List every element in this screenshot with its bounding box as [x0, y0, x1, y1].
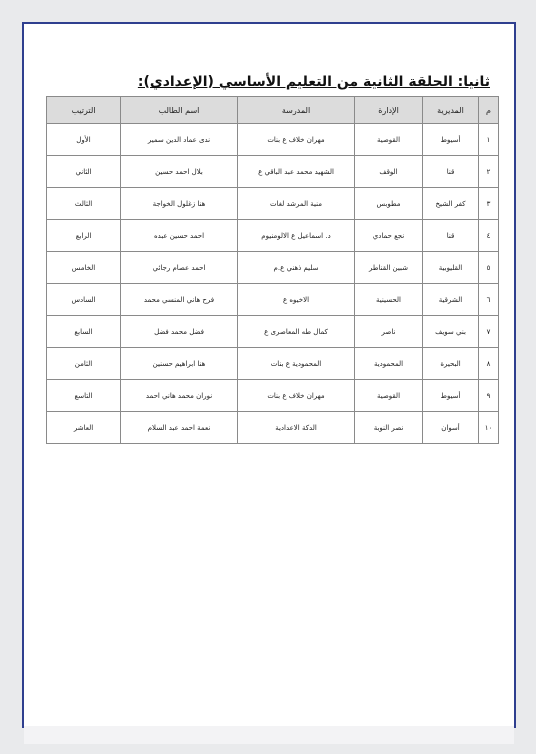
- cell-school: الاخيوه ع: [238, 284, 355, 316]
- header-directorate: المديرية: [423, 97, 479, 124]
- cell-rank: التاسع: [47, 380, 121, 412]
- cell-number: ١: [479, 124, 499, 156]
- cell-rank: الرابع: [47, 220, 121, 252]
- cell-directorate: بني سويف: [423, 316, 479, 348]
- table-row: [47, 348, 499, 380]
- cell-number: ٥: [479, 252, 499, 284]
- cell-number: ٧: [479, 316, 499, 348]
- cell-student-name: بلال احمد حسين: [121, 156, 238, 188]
- cell-student-name: نعمة احمد عبد السلام: [121, 412, 238, 444]
- table-row: [47, 252, 499, 284]
- page-frame: [22, 22, 516, 728]
- results-table: [46, 96, 499, 444]
- table-row: [47, 156, 499, 188]
- cell-student-name: هنا ابراهيم حسنين: [121, 348, 238, 380]
- cell-school: كمال طه المعاصرى ع: [238, 316, 355, 348]
- table-row: [47, 380, 499, 412]
- cell-administration: نجع حمادي: [355, 220, 423, 252]
- cell-directorate: كفر الشيخ: [423, 188, 479, 220]
- cell-number: ٨: [479, 348, 499, 380]
- cell-number: ٢: [479, 156, 499, 188]
- cell-rank: العاشر: [47, 412, 121, 444]
- table-row: [47, 220, 499, 252]
- table-row: [47, 412, 499, 444]
- cell-rank: السادس: [47, 284, 121, 316]
- cell-administration: القوصية: [355, 380, 423, 412]
- cell-rank: الخامس: [47, 252, 121, 284]
- cell-rank: الأول: [47, 124, 121, 156]
- cell-administration: نصر النوبة: [355, 412, 423, 444]
- cell-student-name: نوران محمد هاني احمد: [121, 380, 238, 412]
- cell-directorate: الشرقية: [423, 284, 479, 316]
- cell-directorate: قنا: [423, 220, 479, 252]
- cell-student-name: احمد عصام رجائي: [121, 252, 238, 284]
- header-rank: الترتيب: [47, 97, 121, 124]
- cell-administration: مطوبس: [355, 188, 423, 220]
- cell-school: سليم ذهني ع.م: [238, 252, 355, 284]
- cell-directorate: البحيرة: [423, 348, 479, 380]
- cell-number: ٤: [479, 220, 499, 252]
- header-school: المدرسة: [238, 97, 355, 124]
- cell-rank: الثاني: [47, 156, 121, 188]
- cell-student-name: هنا زغلول الخواجة: [121, 188, 238, 220]
- header-administration: الإدارة: [355, 97, 423, 124]
- cell-school: مهران خلاف ع بنات: [238, 124, 355, 156]
- header-number: م: [479, 97, 499, 124]
- cell-administration: القوصية: [355, 124, 423, 156]
- table-row: [47, 316, 499, 348]
- cell-directorate: أسيوط: [423, 380, 479, 412]
- cell-directorate: أسوان: [423, 412, 479, 444]
- cell-rank: الثالث: [47, 188, 121, 220]
- cell-school: منية المرشد لغات: [238, 188, 355, 220]
- cell-number: ٦: [479, 284, 499, 316]
- cell-school: الدكة الاعدادية: [238, 412, 355, 444]
- table-row: [47, 124, 499, 156]
- section-heading: ثانيا: الحلقة الثانية من التعليم الأساسي (الإعدادي):: [137, 74, 490, 90]
- table-row: [47, 284, 499, 316]
- cell-directorate: القليوبية: [423, 252, 479, 284]
- table-row: [47, 188, 499, 220]
- cell-administration: شبين القناطر: [355, 252, 423, 284]
- table-header-row: [47, 97, 499, 124]
- cell-student-name: فرح هاني المنسي محمد: [121, 284, 238, 316]
- header-student-name: اسم الطالب: [121, 97, 238, 124]
- cell-administration: ناصر: [355, 316, 423, 348]
- cell-school: د. اسماعيل ع الالومنيوم: [238, 220, 355, 252]
- cell-directorate: أسيوط: [423, 124, 479, 156]
- cell-number: ٩: [479, 380, 499, 412]
- cell-number: ٣: [479, 188, 499, 220]
- cell-student-name: فضل محمد فضل: [121, 316, 238, 348]
- cell-school: المحمودية ع بنات: [238, 348, 355, 380]
- cell-school: الشهيد محمد عبد الباقي ع: [238, 156, 355, 188]
- cell-student-name: ندى عماد الدين سمير: [121, 124, 238, 156]
- cell-administration: الوقف: [355, 156, 423, 188]
- cell-number: ١٠: [479, 412, 499, 444]
- cell-administration: المحمودية: [355, 348, 423, 380]
- cell-student-name: احمد حسين عبده: [121, 220, 238, 252]
- cell-rank: السابع: [47, 316, 121, 348]
- cell-school: مهران خلاف ع بنات: [238, 380, 355, 412]
- cell-directorate: قنا: [423, 156, 479, 188]
- cell-administration: الحسينية: [355, 284, 423, 316]
- cell-rank: الثامن: [47, 348, 121, 380]
